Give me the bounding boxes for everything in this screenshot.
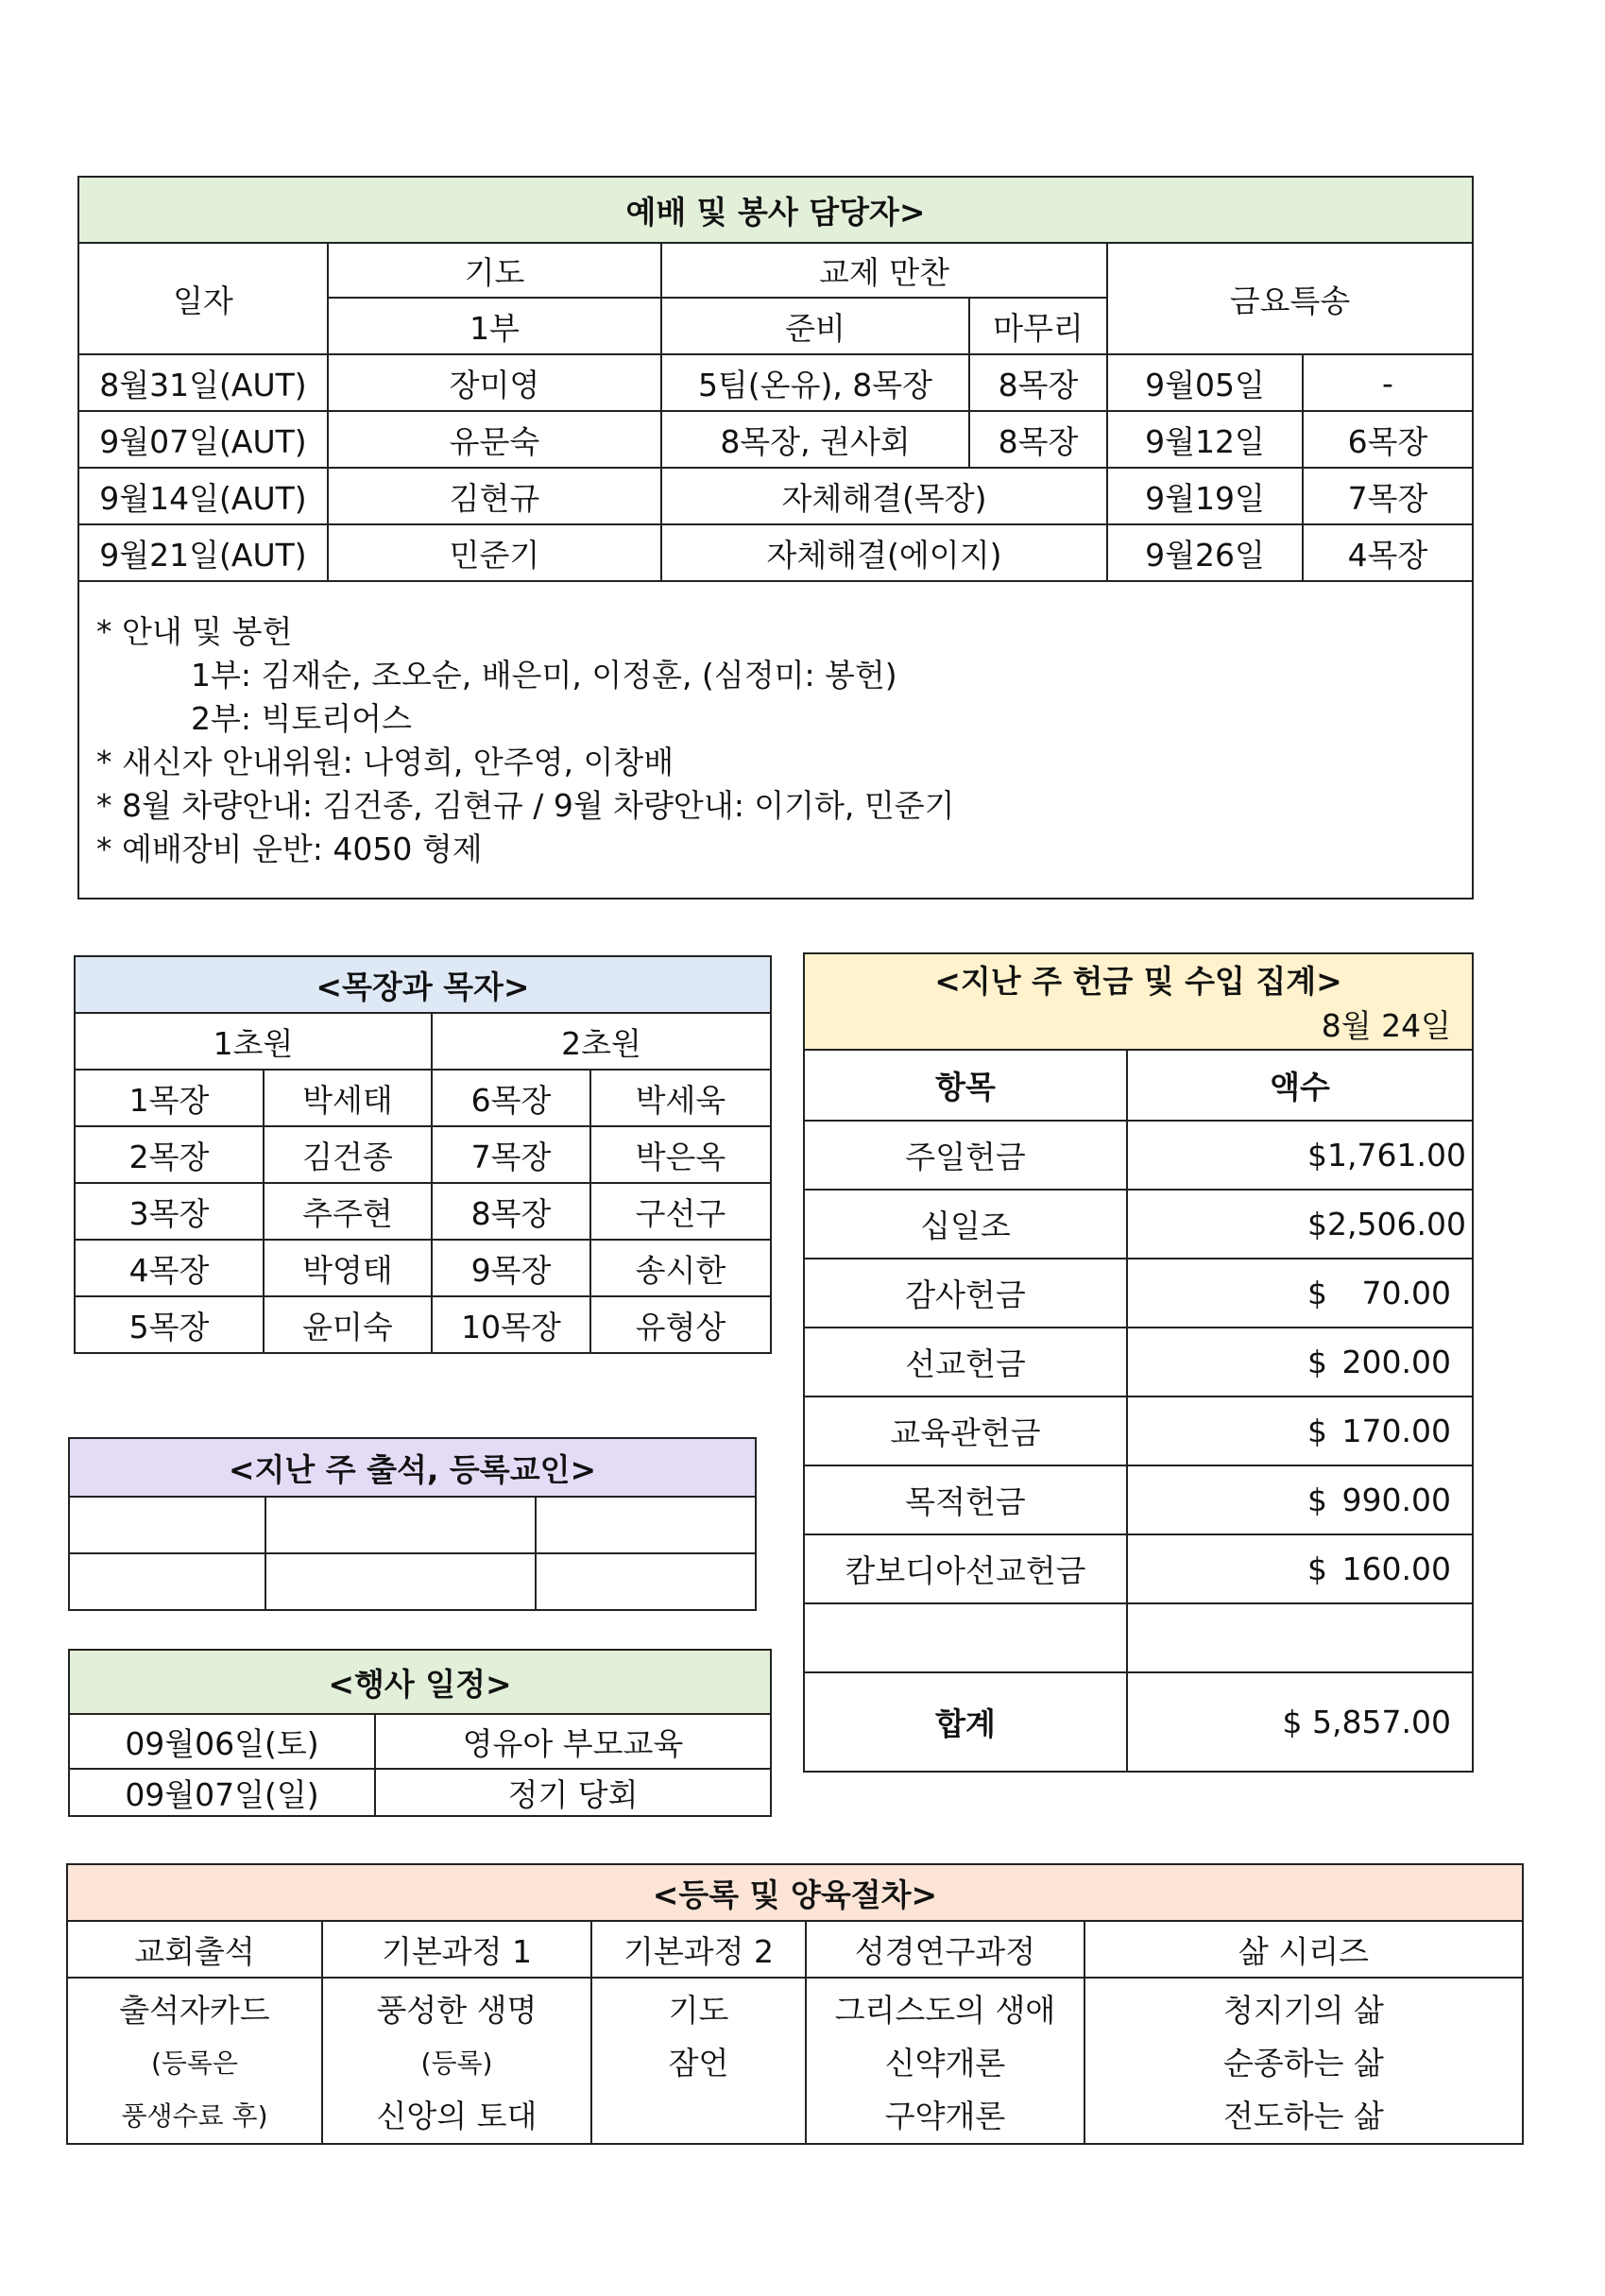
cell-event: 영유아 부모교육: [375, 1714, 771, 1769]
cell-item: 목적헌금: [804, 1465, 1127, 1534]
header-prayer: 기도: [328, 243, 661, 298]
dollar-sign: $: [1307, 1137, 1327, 1174]
cell-leader: 박세태: [264, 1070, 432, 1126]
table-row: [804, 1121, 1473, 1190]
cell-group: 7목장: [432, 1126, 590, 1183]
cell-empty: [69, 1553, 265, 1610]
table-row: [75, 1183, 771, 1240]
cell-leader: 김건종: [264, 1126, 432, 1183]
cell-course-list: [806, 1978, 1084, 2144]
cell-leader: 구선구: [590, 1183, 771, 1240]
worship-table: [77, 176, 1474, 900]
dollar-sign: $: [1307, 1275, 1327, 1311]
amount-value: 160.00: [1341, 1551, 1451, 1587]
cell-item: 감사헌금: [804, 1259, 1127, 1328]
cell-friday-date: 9월19일: [1107, 468, 1303, 524]
group-2: 2초원: [432, 1013, 771, 1070]
cell-group: 5목장: [75, 1296, 264, 1353]
dollar-sign: $: [1307, 1551, 1327, 1587]
attendance-title: <지난 주 출석, 등록교인>: [69, 1438, 756, 1497]
cell-course-list: [322, 1978, 591, 2144]
note-line: * 8월 차량안내: 김건종, 김현규 / 9월 차량안내: 이기하, 민준기: [96, 787, 955, 824]
note-line: * 예배장비 운반: 4050 형제: [96, 831, 483, 867]
header-part1: 1부: [328, 298, 661, 354]
cell-event: 정기 당회: [375, 1769, 771, 1816]
cell-item: 십일조: [804, 1190, 1127, 1259]
events-title: <행사 일정>: [69, 1650, 771, 1714]
header-attendance: 교회출석: [67, 1921, 322, 1978]
header-friday-song: 금요특송: [1107, 243, 1473, 354]
table-row: [78, 354, 1473, 411]
course-item: 구약개론: [884, 2098, 1006, 2134]
cell-finish: 8목장: [969, 411, 1107, 468]
cell-item: 주일헌금: [804, 1121, 1127, 1190]
header-finish: 마무리: [969, 298, 1107, 354]
header-basic-1: 기본과정 1: [322, 1921, 591, 1978]
cell-amount: [1127, 1259, 1473, 1328]
cell-amount: [1127, 1465, 1473, 1534]
course-item: (등록은: [150, 2048, 239, 2079]
registration-table: [66, 1863, 1524, 2145]
cell-course-list: [67, 1978, 322, 2144]
cell-group: 6목장: [432, 1070, 590, 1126]
course-item: 청지기의 삶: [1223, 1992, 1384, 2029]
cell-fellowship-merged: 자체해결(에이지): [661, 524, 1107, 581]
cell-group: 2목장: [75, 1126, 264, 1183]
table-row: [75, 1070, 771, 1126]
shepherds-table: [74, 955, 772, 1354]
table-row: [75, 1240, 771, 1296]
cell-group: 8목장: [432, 1183, 590, 1240]
table-row: [75, 1126, 771, 1183]
cell-empty: [265, 1497, 536, 1553]
cell-friday-team: -: [1303, 354, 1473, 411]
course-item: 출석자카드: [119, 1992, 270, 2029]
cell-date: 8월31일(AUT): [78, 354, 328, 411]
header-amount: 액수: [1127, 1050, 1473, 1121]
worship-title: 예배 및 봉사 담당자>: [78, 177, 1473, 243]
course-item: 그리스도의 생애: [834, 1992, 1056, 2029]
amount-value: 70.00: [1361, 1275, 1451, 1311]
cell-prep: 8목장, 권사회: [661, 411, 969, 468]
table-row: [804, 1465, 1473, 1534]
amount-value: 2,506.00: [1327, 1206, 1466, 1242]
table-row: [69, 1497, 756, 1553]
offering-table: [803, 952, 1474, 1773]
table-row: [78, 411, 1473, 468]
cell-prep: 5팀(온유), 8목장: [661, 354, 969, 411]
offering-title: <지난 주 헌금 및 수입 집계>: [934, 963, 1342, 1000]
course-item: 순종하는 삶: [1223, 2045, 1384, 2082]
header-bible-study: 성경연구과정: [806, 1921, 1084, 1978]
cell-friday-date: 9월05일: [1107, 354, 1303, 411]
cell-finish: 8목장: [969, 354, 1107, 411]
cell-empty: [536, 1553, 756, 1610]
cell-friday-team: 7목장: [1303, 468, 1473, 524]
note-line: * 안내 및 봉헌: [96, 613, 293, 650]
cell-empty: [69, 1497, 265, 1553]
amount-value: 200.00: [1341, 1344, 1451, 1380]
total-row: [804, 1672, 1473, 1772]
table-row: [804, 1328, 1473, 1396]
cell-empty: [1127, 1603, 1473, 1672]
cell-date: 9월14일(AUT): [78, 468, 328, 524]
table-row: [804, 1190, 1473, 1259]
dollar-sign: $: [1307, 1413, 1327, 1449]
table-row: [804, 1603, 1473, 1672]
cell-fellowship-merged: 자체해결(목장): [661, 468, 1107, 524]
header-life-series: 삶 시리즈: [1084, 1921, 1523, 1978]
note-line: * 새신자 안내위원: 나영희, 안주영, 이창배: [96, 744, 674, 780]
header-basic-2: 기본과정 2: [591, 1921, 806, 1978]
cell-item: 교육관헌금: [804, 1396, 1127, 1465]
cell-date: 09월07일(일): [69, 1769, 375, 1816]
course-item: 풍생수료 후): [121, 2100, 268, 2132]
group-1: 1초원: [75, 1013, 432, 1070]
cell-leader: 추주현: [264, 1183, 432, 1240]
header-item: 항목: [804, 1050, 1127, 1121]
course-item: 전도하는 삶: [1223, 2098, 1384, 2134]
shepherds-title: <목장과 목자>: [75, 956, 771, 1013]
dollar-sign: $: [1307, 1482, 1327, 1518]
amount-value: 990.00: [1341, 1482, 1451, 1518]
cell-empty: [265, 1553, 536, 1610]
cell-amount: [1127, 1396, 1473, 1465]
cell-prayer: 민준기: [328, 524, 661, 581]
cell-leader: 송시한: [590, 1240, 771, 1296]
header-fellowship: 교제 만찬: [661, 243, 1107, 298]
cell-group: 4목장: [75, 1240, 264, 1296]
cell-amount: [1127, 1190, 1473, 1259]
cell-amount: [1127, 1121, 1473, 1190]
dollar-sign: $: [1307, 1344, 1327, 1380]
table-row: [69, 1553, 756, 1610]
table-row: [69, 1769, 771, 1816]
cell-leader: 박영태: [264, 1240, 432, 1296]
total-label: 합계: [804, 1672, 1127, 1772]
registration-title: <등록 및 양육절차>: [67, 1864, 1523, 1921]
cell-friday-date: 9월12일: [1107, 411, 1303, 468]
cell-date: 9월21일(AUT): [78, 524, 328, 581]
header-prep: 준비: [661, 298, 969, 354]
table-row: [78, 524, 1473, 581]
cell-friday-date: 9월26일: [1107, 524, 1303, 581]
cell-group: 9목장: [432, 1240, 590, 1296]
cell-date: 9월07일(AUT): [78, 411, 328, 468]
course-item: 신앙의 토대: [376, 2098, 538, 2134]
amount-value: 1,761.00: [1327, 1137, 1466, 1174]
course-item: 풍성한 생명: [376, 1992, 538, 2029]
table-row: [804, 1534, 1473, 1603]
course-item: 기도: [668, 1992, 729, 2029]
cell-friday-team: 6목장: [1303, 411, 1473, 468]
table-row: [804, 1396, 1473, 1465]
cell-group: 1목장: [75, 1070, 264, 1126]
table-row: [69, 1714, 771, 1769]
note-line: 1부: 김재순, 조오순, 배은미, 이정훈, (심정미: 봉헌): [191, 657, 897, 694]
cell-course-list: [1084, 1978, 1523, 2144]
table-row: [78, 468, 1473, 524]
total-amount: $ 5,857.00: [1127, 1672, 1473, 1772]
cell-empty: [536, 1497, 756, 1553]
cell-empty: [804, 1603, 1127, 1672]
cell-leader: 박은옥: [590, 1126, 771, 1183]
table-row: [75, 1296, 771, 1353]
cell-leader: 유형상: [590, 1296, 771, 1353]
course-item: 신약개론: [884, 2045, 1006, 2082]
note-line: 2부: 빅토리어스: [191, 700, 412, 737]
events-table: [68, 1649, 772, 1817]
cell-course-list: [591, 1978, 806, 2144]
amount-value: 170.00: [1341, 1413, 1451, 1449]
cell-item: 선교헌금: [804, 1328, 1127, 1396]
cell-prayer: 유문숙: [328, 411, 661, 468]
cell-item: 캄보디아선교헌금: [804, 1534, 1127, 1603]
cell-prayer: 장미영: [328, 354, 661, 411]
cell-group: 3목장: [75, 1183, 264, 1240]
header-date: 일자: [78, 243, 328, 354]
table-row: [804, 1259, 1473, 1328]
cell-leader: 박세욱: [590, 1070, 771, 1126]
cell-leader: 윤미숙: [264, 1296, 432, 1353]
cell-prayer: 김현규: [328, 468, 661, 524]
cell-date: 09월06일(토): [69, 1714, 375, 1769]
cell-group: 10목장: [432, 1296, 590, 1353]
attendance-table: [68, 1437, 757, 1611]
announcements: [78, 581, 1473, 899]
course-item: (등록): [420, 2048, 493, 2079]
offering-date: 8월 24일: [1321, 1007, 1451, 1044]
course-item: 잠언: [668, 2045, 729, 2082]
cell-amount: [1127, 1328, 1473, 1396]
cell-friday-team: 4목장: [1303, 524, 1473, 581]
offering-header: [804, 953, 1473, 1050]
cell-amount: [1127, 1534, 1473, 1603]
dollar-sign: $: [1307, 1206, 1327, 1242]
